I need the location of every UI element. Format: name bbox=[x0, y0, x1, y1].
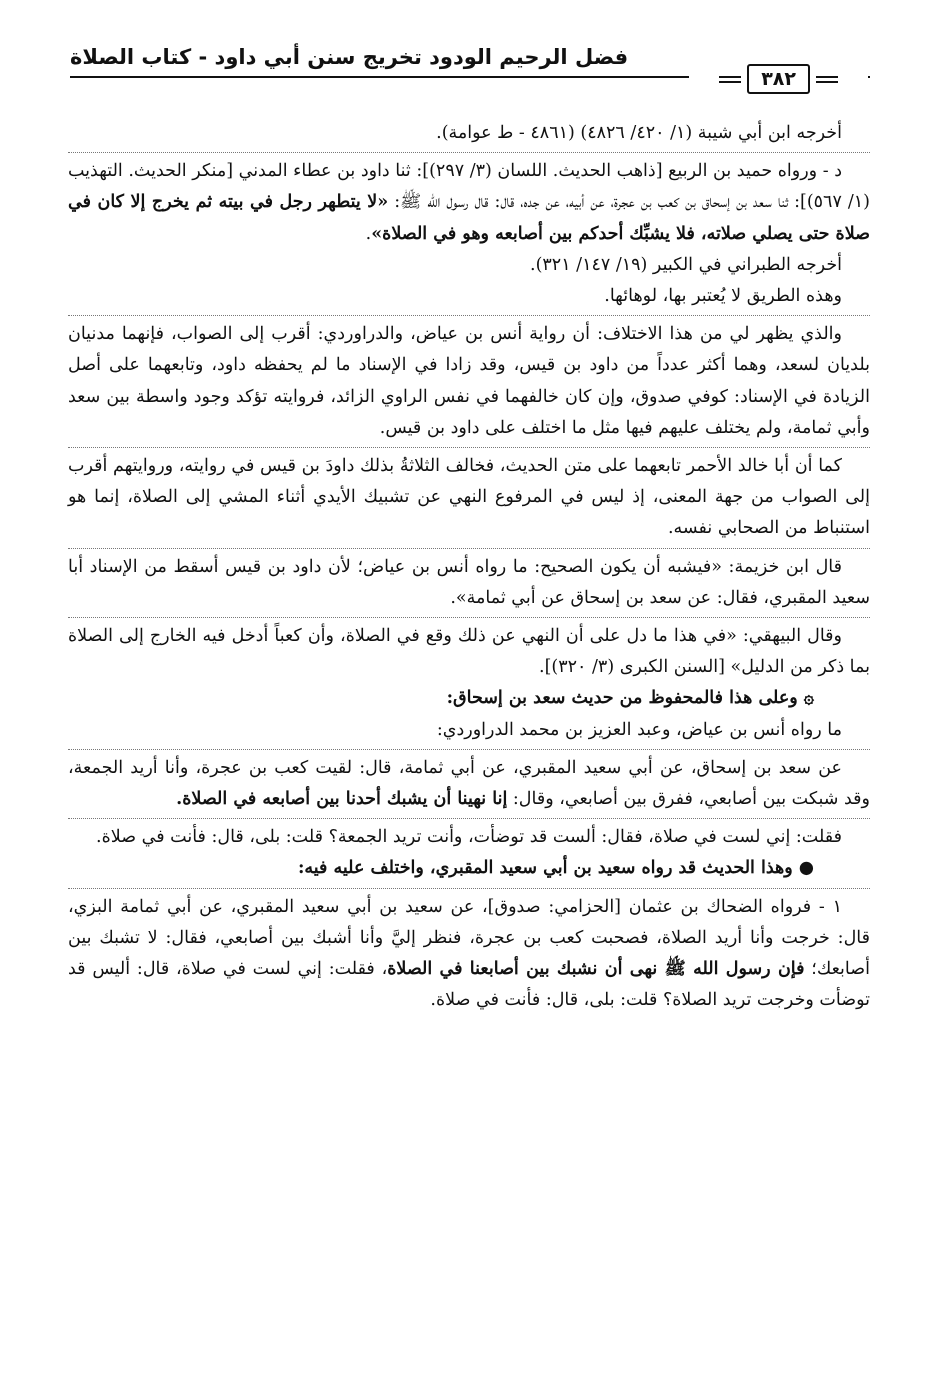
paragraph-11: فقلت: إني لست في صلاة، فقال: ألست قد توضأت، وأنت تريد الجمعة؟ قلت: بلى، قال: فأنت في صلاة. bbox=[96, 827, 842, 848]
section-divider bbox=[68, 888, 870, 889]
heading-1-text: وعلى هذا فالمحفوظ من حديث سعد بن إسحاق: bbox=[446, 688, 798, 709]
badge-ornament-left bbox=[719, 76, 741, 83]
paragraph-12-end: ، فقلت: إني لست في صلاة، قال: أليس قد توضأت وخرجت تريد الصلاة؟ قلت: بلى، قال: فأنت في صلاة. bbox=[68, 959, 870, 1011]
section-divider bbox=[68, 315, 870, 316]
section-divider bbox=[68, 749, 870, 750]
hadith-quote: «لا يتطهر رجل في بيته ثم يخرج إلا كان في صلاة حتى يصلي صلاته، فلا يشبِّك أحدكم بين أصابعه وهو في الصلاة» bbox=[68, 192, 870, 244]
paragraph-10 bbox=[68, 753, 870, 815]
heading-2 bbox=[68, 853, 870, 884]
section-divider bbox=[68, 152, 870, 153]
paragraph-9: ما رواه أنس بن عياض، وعبد العزيز بن محمد الدراوردي: bbox=[436, 719, 842, 740]
heading-1 bbox=[68, 683, 870, 714]
running-title: فضل الرحيم الودود تخريج سنن أبي داود - كتاب الصلاة bbox=[70, 45, 629, 69]
badge-ornament-right bbox=[816, 76, 838, 83]
page-number-row bbox=[70, 62, 868, 96]
hadith-quote: فإن رسول الله ﷺ نهى أن نشبك بين أصابعنا في الصلاة bbox=[387, 959, 805, 980]
paragraph-2 bbox=[68, 156, 870, 250]
paragraph-5: والذي يظهر لي من هذا الاختلاف: أن رواية أنس بن عياض، والدراوردي: أقرب إلى الصواب، فإنهما مدنيان بلديان لسعد، وهما أكثر عدداً من داود بن قيس، وقد زادا في الإسناد ما لم يحفظه داود، وتابعهما على أصل الزيادة في الإسناد: كوفي صدوق، وإن كان خالفهما في نفس الراوي الزائد، فروايته تؤكد وجود واسطة بين سعد وأبي ثمامة، ولم يختلف عليهم فيها مثل ما اختلف على داود بن قيس. bbox=[68, 324, 870, 438]
section-divider bbox=[68, 548, 870, 549]
paragraph-2-text: د - ورواه حميد بن الربيع [ذاهب الحديث. اللسان (٣/ ٢٩٧)]: ثنا داود بن عطاء المدني [منكر الحديث. التهذيب (١/ ٥٦٧)]: ثنا سعد بن إسحاق بن كعب بن عجرة، عن أبيه، عن جده، قال: قال رسول الله ﷺ: bbox=[68, 161, 870, 213]
page-number-badge bbox=[689, 64, 868, 94]
heading-marker-icon: ۞ bbox=[803, 688, 814, 709]
paragraph-4: وهذه الطريق لا يُعتبر بها، لوهائها. bbox=[604, 286, 842, 307]
paragraph-7: قال ابن خزيمة: «فيشبه أن يكون الصحيح: ما رواه أنس بن عياض؛ لأن داود بن قيس أسقط من الإسناد أبا سعيد المقبري، فقال: عن سعد بن إسحاق عن أبي ثمامة». bbox=[68, 556, 870, 608]
paragraph-3: أخرجه الطبراني في الكبير (١٩/ ١٤٧/ ٣٢١). bbox=[530, 254, 842, 275]
paragraph-1: أخرجه ابن أبي شيبة (١/ ٤٢٠/ ٤٨٢٦) (٤٨٦١ - ط عوامة). bbox=[436, 123, 842, 143]
section-divider bbox=[68, 617, 870, 618]
paragraph-8: وقال البيهقي: «في هذا ما دل على أن النهي عن ذلك وقع في الصلاة، وأن كعباً أدخل فيه الخارج إلى الصلاة بما ذكر من الدليل» [السنن الكبرى (٣/ ٣٢٠)]. bbox=[68, 626, 870, 678]
page-number: ٣٨٢ bbox=[747, 64, 810, 94]
paragraph-12 bbox=[68, 892, 870, 1017]
hadith-quote: إنا نهينا أن يشبك أحدنا بين أصابعه في الصلاة. bbox=[176, 789, 508, 810]
section-divider bbox=[68, 447, 870, 448]
main-text bbox=[68, 118, 870, 1016]
heading-2-text: وهذا الحديث قد رواه سعيد بن أبي سعيد المقبري، واختلف عليه فيه: bbox=[297, 858, 793, 879]
bullet-icon: ● bbox=[798, 858, 814, 879]
paragraph-12-text: ١ - فرواه الضحاك بن عثمان [الحزامي: صدوق]، عن سعيد بن أبي سعيد المقبري، عن أبي ثمامة البزي، قال: خرجت وأنا أريد الصلاة، فصحبت كعب بن عجرة، فنظر إليَّ وأنا أشبك بين أصابعي، فقال: لا تشبك بين أصابعك؛ bbox=[68, 896, 870, 980]
section-divider bbox=[68, 818, 870, 819]
paragraph-6: كما أن أبا خالد الأحمر تابعهما على متن الحديث، فخالف الثلاثةُ بذلك داودَ بن قيس في روايته، وروايتهم أقرب إلى الصواب من جهة المعنى، إذ ليس في المرفوع النهي عن تشبيك الأيدي أثناء المشي إلى الصلاة، إنما هو استنباط من الصحابي نفسه. bbox=[68, 456, 870, 539]
paragraph-2-end: . bbox=[365, 223, 372, 244]
paragraph-10-text: عن سعد بن إسحاق، عن أبي سعيد المقبري، عن أبي ثمامة، قال: لقيت كعب بن عجرة، وأنا أريد الجمعة، وقد شبكت بين أصابعي، ففرق بين أصابعي، وقال: bbox=[68, 757, 870, 810]
